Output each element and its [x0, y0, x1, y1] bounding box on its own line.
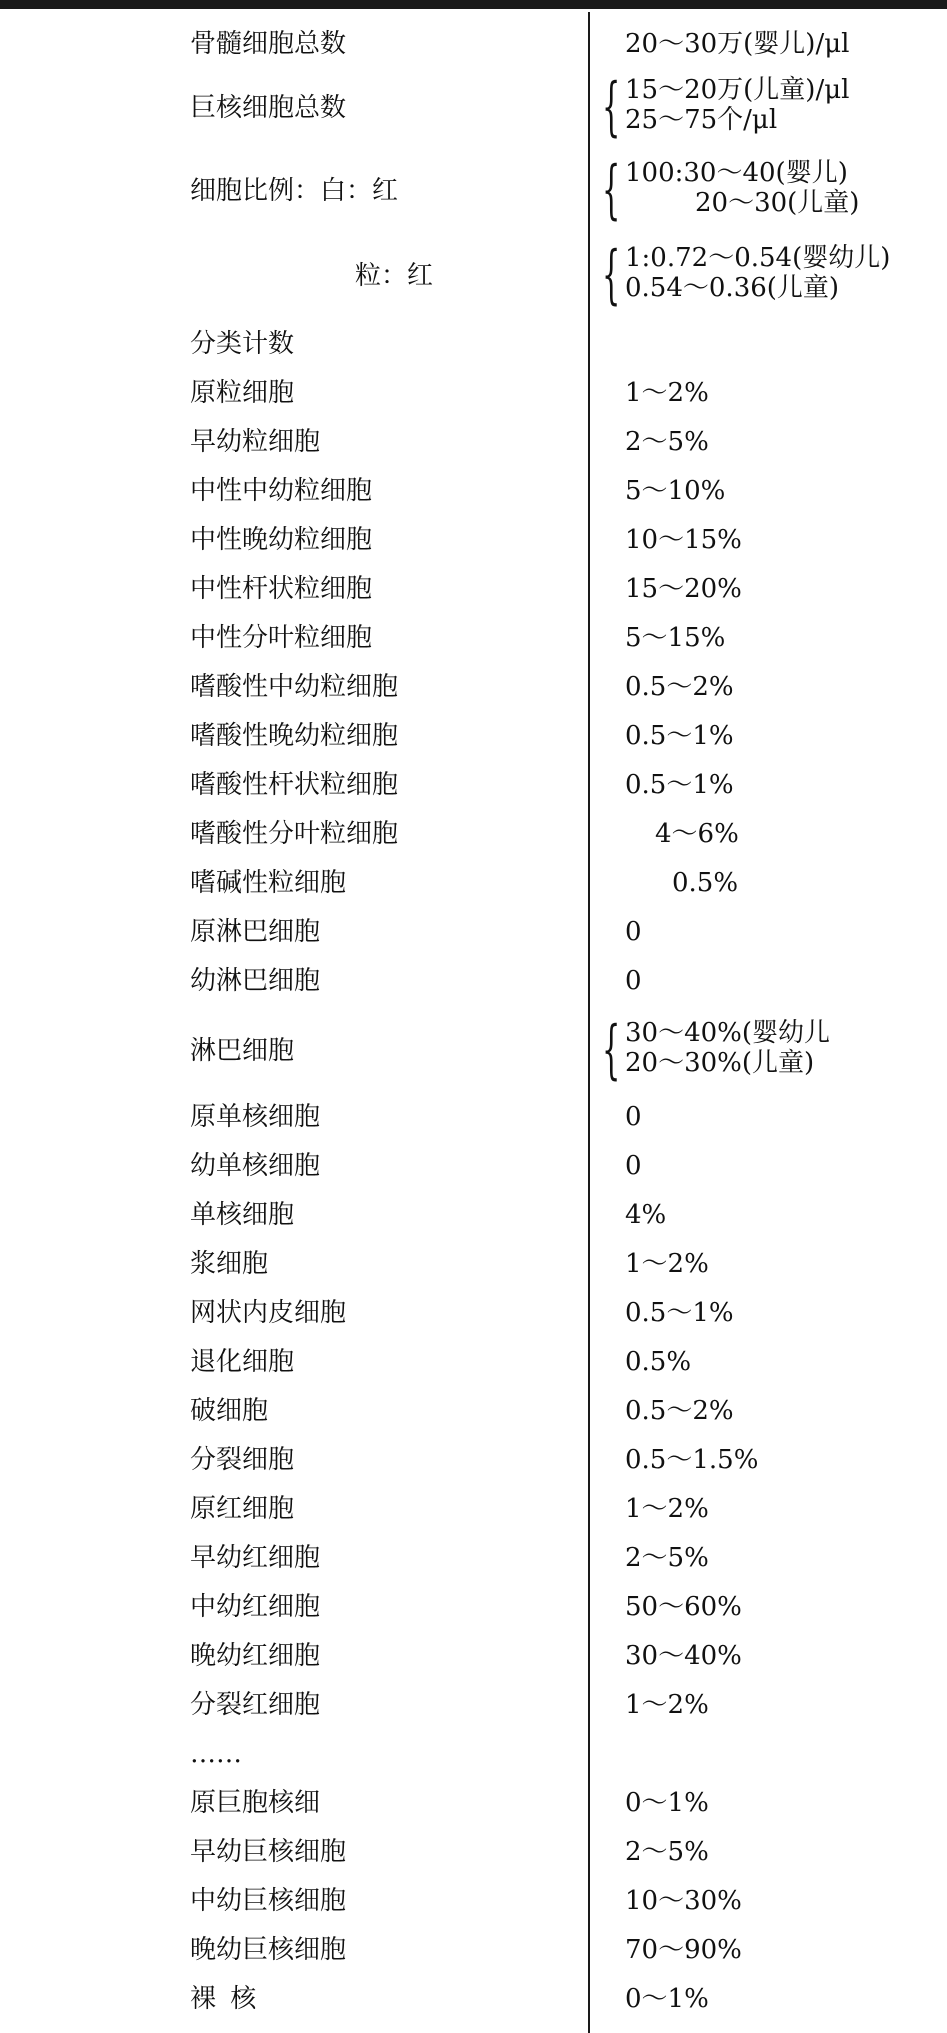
- row-value: 0.5～2%: [625, 672, 734, 702]
- row-value: 0～1%: [625, 1788, 709, 1818]
- row-value: 10～15%: [625, 525, 742, 555]
- row-label: 分裂红细胞: [190, 1690, 321, 1720]
- row-label: 嗜酸性分叶粒细胞: [190, 819, 399, 849]
- row-label: 细胞比例：白：红: [190, 176, 399, 206]
- row-value: 15～20%: [625, 574, 742, 604]
- row-label: 幼单核细胞: [190, 1151, 321, 1181]
- row-label: 粒：红: [355, 261, 434, 291]
- row-value: 4～6%: [655, 819, 739, 849]
- row-label: 中幼红细胞: [190, 1592, 321, 1622]
- row-label: 原粒细胞: [190, 378, 295, 408]
- brace-glyph: {: [602, 70, 621, 144]
- row-label: 分类计数: [190, 329, 295, 359]
- row-value: 0: [625, 917, 642, 947]
- row-value: 0.5～1.5%: [625, 1445, 759, 1475]
- row-value: 0～1%: [625, 1984, 709, 2014]
- row-label: 中幼巨核细胞: [190, 1886, 347, 1916]
- row-value: 25～75个/μl: [625, 105, 778, 135]
- row-label: 裸 核: [190, 1984, 260, 2014]
- row-value: 0.5%: [672, 868, 739, 898]
- row-label: 中性中幼粒细胞: [190, 476, 373, 506]
- row-value: 5～10%: [625, 476, 726, 506]
- row-label: 巨核细胞总数: [190, 93, 347, 123]
- row-value: 1～2%: [625, 1494, 709, 1524]
- row-label: 分裂细胞: [190, 1445, 295, 1475]
- row-label: 网状内皮细胞: [190, 1298, 347, 1328]
- row-value: 100:30～40(婴儿): [625, 158, 848, 188]
- row-value: 2～5%: [625, 1837, 709, 1867]
- brace-glyph: {: [602, 153, 621, 227]
- row-label: 幼淋巴细胞: [190, 966, 321, 996]
- row-value: 50～60%: [625, 1592, 742, 1622]
- row-value: 70～90%: [625, 1935, 742, 1965]
- row-label: 早幼红细胞: [190, 1543, 321, 1573]
- row-value: 0.5～1%: [625, 721, 734, 751]
- row-label: 原红细胞: [190, 1494, 295, 1524]
- row-label: 中性分叶粒细胞: [190, 623, 373, 653]
- row-value: 1:0.72～0.54(婴幼儿): [625, 243, 891, 273]
- row-label: 中性晚幼粒细胞: [190, 525, 373, 555]
- row-value: 10～30%: [625, 1886, 742, 1916]
- row-value: 30～40%(婴幼儿: [625, 1018, 831, 1048]
- row-label: 破细胞: [190, 1396, 269, 1426]
- row-label: 原单核细胞: [190, 1102, 321, 1132]
- row-value: 20～30万(婴儿)/μl: [625, 29, 850, 59]
- row-label: 嗜酸性晚幼粒细胞: [190, 721, 399, 751]
- row-value: 0: [625, 1102, 642, 1132]
- row-value: 4%: [625, 1200, 667, 1230]
- row-value: 20～30(儿童): [695, 188, 860, 218]
- row-value: 2～5%: [625, 427, 709, 457]
- row-label: 原巨胞核细: [190, 1788, 321, 1818]
- brace-glyph: {: [602, 1013, 621, 1087]
- row-value: 0.5～1%: [625, 770, 734, 800]
- row-value: 1～2%: [625, 1690, 709, 1720]
- brace-glyph: {: [602, 238, 621, 312]
- row-label: 早幼巨核细胞: [190, 1837, 347, 1867]
- row-label: 晚幼红细胞: [190, 1641, 321, 1671]
- row-value: 0: [625, 966, 642, 996]
- row-label: 淋巴细胞: [190, 1036, 295, 1066]
- row-label: 早幼粒细胞: [190, 427, 321, 457]
- row-value: 20～30%(儿童): [625, 1048, 815, 1078]
- row-value: 1～2%: [625, 1249, 709, 1279]
- row-value: 0.54～0.36(儿童): [625, 273, 840, 303]
- row-label: 单核细胞: [190, 1200, 295, 1230]
- row-label: 嗜酸性中幼粒细胞: [190, 672, 399, 702]
- row-label: 嗜碱性粒细胞: [190, 868, 347, 898]
- row-value: 30～40%: [625, 1641, 742, 1671]
- row-label: 骨髓细胞总数: [190, 29, 347, 59]
- row-label: 中性杆状粒细胞: [190, 574, 373, 604]
- row-label: ……: [190, 1739, 242, 1769]
- row-value: 0.5%: [625, 1347, 692, 1377]
- row-label: 嗜酸性杆状粒细胞: [190, 770, 399, 800]
- row-label: 晚幼巨核细胞: [190, 1935, 347, 1965]
- row-value: 15～20万(儿童)/μl: [625, 75, 850, 105]
- row-label: 原淋巴细胞: [190, 917, 321, 947]
- row-value: 5～15%: [625, 623, 726, 653]
- row-value: 0: [625, 1151, 642, 1181]
- row-label: 浆细胞: [190, 1249, 269, 1279]
- row-value: 0.5～1%: [625, 1298, 734, 1328]
- row-label: 退化细胞: [190, 1347, 295, 1377]
- row-value: 1～2%: [625, 378, 709, 408]
- row-value: 2～5%: [625, 1543, 709, 1573]
- row-value: 0.5～2%: [625, 1396, 734, 1426]
